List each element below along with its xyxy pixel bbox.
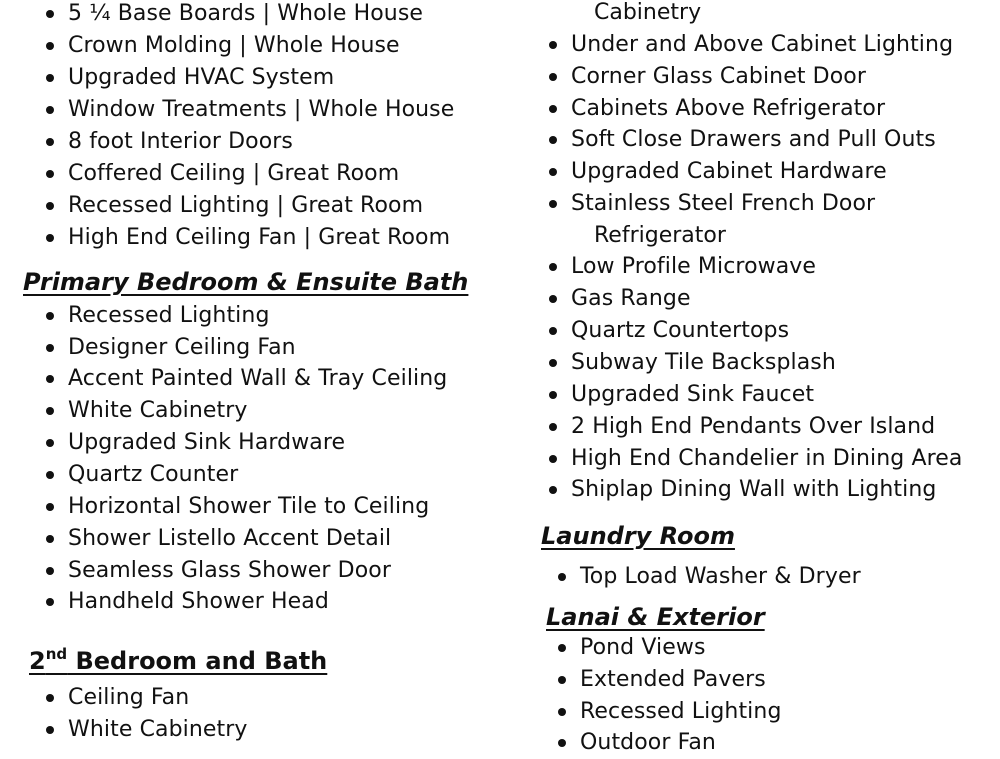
list-item: Shower Listello Accent Detail: [68, 526, 392, 551]
list-item: Handheld Shower Head: [68, 589, 329, 614]
bullet: [46, 10, 54, 18]
list-item: Accent Painted Wall & Tray Ceiling: [68, 366, 448, 391]
bullet: [46, 138, 54, 146]
bullet: [558, 644, 566, 652]
list-item: Recessed Lighting | Great Room: [68, 193, 424, 218]
list-item: Upgraded Sink Faucet: [571, 382, 815, 407]
list-item: White Cabinetry: [68, 717, 248, 742]
bullet: [46, 567, 54, 575]
bullet: [46, 202, 54, 210]
bullet: [46, 407, 54, 415]
bullet: [46, 694, 54, 702]
list-item: Under and Above Cabinet Lighting: [571, 32, 954, 57]
bullet: [549, 391, 557, 399]
heading-text: Bedroom and Bath: [67, 647, 328, 675]
bullet: [46, 344, 54, 352]
list-item: Designer Ceiling Fan: [68, 335, 296, 360]
bullet: [549, 168, 557, 176]
bullet: [549, 200, 557, 208]
list-item: High End Ceiling Fan | Great Room: [68, 225, 451, 250]
list-item: Recessed Lighting: [68, 303, 270, 328]
bullet: [549, 41, 557, 49]
list-item: High End Chandelier in Dining Area: [571, 446, 963, 471]
bullet: [558, 573, 566, 581]
heading-number: 2: [29, 647, 46, 675]
list-item: 2 High End Pendants Over Island: [571, 414, 936, 439]
bullet: [549, 327, 557, 335]
list-item: Pond Views: [580, 635, 706, 660]
bullet: [46, 42, 54, 50]
list-item: Crown Molding | Whole House: [68, 33, 400, 58]
bullet: [46, 726, 54, 734]
bullet: [549, 455, 557, 463]
bullet: [558, 739, 566, 747]
section-heading-laundry: Laundry Room: [541, 522, 735, 550]
bullet: [46, 170, 54, 178]
bullet: [549, 486, 557, 494]
list-item: Quartz Counter: [68, 462, 239, 487]
bullet: [549, 73, 557, 81]
list-item: Upgraded Cabinet Hardware: [571, 159, 887, 184]
list-item: 5 ¼ Base Boards | Whole House: [68, 1, 424, 26]
section-heading-second-bedroom: [29, 644, 327, 678]
list-item: 8 foot Interior Doors: [68, 129, 293, 154]
list-item: Quartz Countertops: [571, 318, 790, 343]
list-item: Soft Close Drawers and Pull Outs: [571, 127, 936, 152]
bullet: [558, 676, 566, 684]
bullet: [46, 598, 54, 606]
heading-ordinal: nd: [45, 645, 68, 663]
list-item: Upgraded Sink Hardware: [68, 430, 346, 455]
list-item: Window Treatments | Whole House: [68, 97, 455, 122]
list-item-continuation: Refrigerator: [594, 223, 726, 248]
list-item: Outdoor Fan: [580, 730, 716, 755]
bullet: [46, 375, 54, 383]
list-item: Ceiling Fan: [68, 685, 190, 710]
list-item: Seamless Glass Shower Door: [68, 558, 391, 583]
list-item: Low Profile Microwave: [571, 254, 817, 279]
bullet: [46, 106, 54, 114]
bullet: [558, 708, 566, 716]
bullet: [46, 535, 54, 543]
list-item: Upgraded HVAC System: [68, 65, 335, 90]
bullet: [549, 359, 557, 367]
section-heading-primary-bedroom: Primary Bedroom & Ensuite Bath: [23, 268, 469, 296]
list-item: Stainless Steel French Door: [571, 191, 876, 216]
list-item: Shiplap Dining Wall with Lighting: [571, 477, 937, 502]
list-item: Corner Glass Cabinet Door: [571, 64, 866, 89]
list-item: Recessed Lighting: [580, 699, 782, 724]
list-item: Extended Pavers: [580, 667, 766, 692]
bullet: [549, 423, 557, 431]
bullet: [46, 234, 54, 242]
bullet: [46, 439, 54, 447]
list-item: Cabinets Above Refrigerator: [571, 96, 886, 121]
bullet: [549, 295, 557, 303]
list-item: White Cabinetry: [68, 398, 248, 423]
bullet: [46, 471, 54, 479]
bullet: [46, 503, 54, 511]
list-item: Subway Tile Backsplash: [571, 350, 836, 375]
bullet: [46, 74, 54, 82]
list-item-continuation: Cabinetry: [594, 0, 702, 25]
section-heading-lanai: Lanai & Exterior: [546, 603, 765, 631]
list-item: Top Load Washer & Dryer: [580, 564, 861, 589]
list-item: Coffered Ceiling | Great Room: [68, 161, 400, 186]
bullet: [549, 263, 557, 271]
list-item: Horizontal Shower Tile to Ceiling: [68, 494, 430, 519]
bullet: [549, 136, 557, 144]
bullet: [46, 312, 54, 320]
bullet: [549, 105, 557, 113]
list-item: Gas Range: [571, 286, 691, 311]
